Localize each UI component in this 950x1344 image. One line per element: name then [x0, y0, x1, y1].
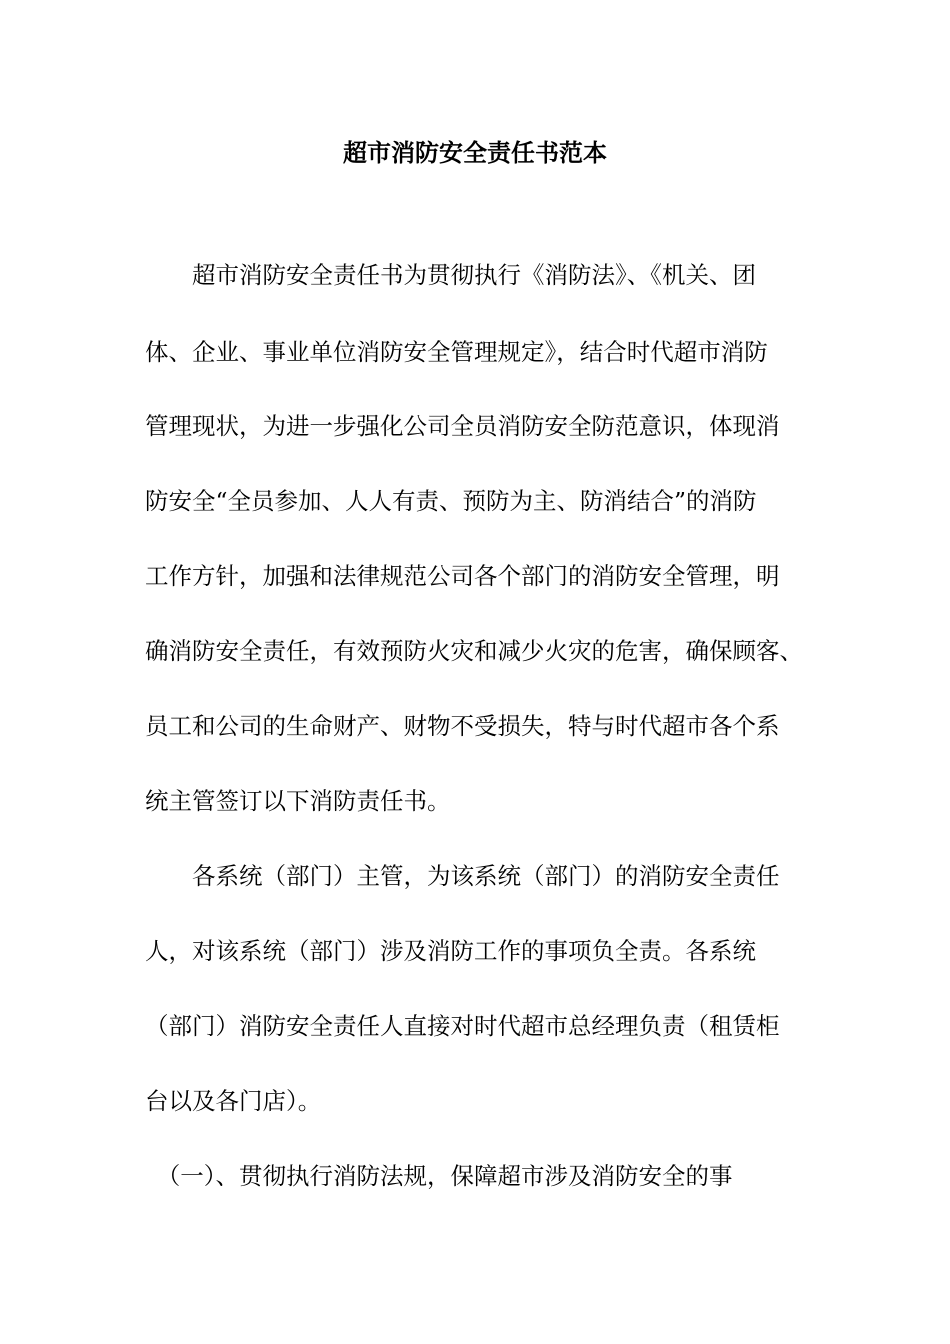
paragraph-line: 管理现状，为进一步强化公司全员消防安全防范意识，体现消: [145, 412, 780, 440]
paragraph-line: （部门）消防安全责任人直接对时代超市总经理负责（租赁柜: [145, 1012, 780, 1040]
paragraph-line: 体、企业、事业单位消防安全管理规定》，结合时代超市消防: [145, 338, 768, 366]
paragraph-line: 各系统（部门）主管，为该系统（部门）的消防安全责任: [145, 862, 780, 890]
paragraph-line: 工作方针，加强和法律规范公司各个部门的消防安全管理，明: [145, 562, 780, 590]
paragraph-line: 员工和公司的生命财产、财物不受损失，特与时代超市各个系: [145, 712, 780, 740]
paragraph-line: 台以及各门店）。: [145, 1087, 322, 1115]
paragraph-line: （一）、贯彻执行消防法规，保障超市涉及消防安全的事: [145, 1162, 733, 1190]
paragraph-line: 防安全“全员参加、人人有责、预防为主、防消结合”的消防: [145, 487, 757, 515]
paragraph-line: 统主管签订以下消防责任书。: [145, 787, 451, 815]
paragraph-line: 人，对该系统（部门）涉及消防工作的事项负全责。各系统: [145, 937, 756, 965]
paragraph-line: 超市消防安全责任书为贯彻执行《消防法》、《机关、团: [145, 261, 756, 289]
paragraph-line: 确消防安全责任，有效预防火灾和减少火灾的危害，确保顾客、: [145, 637, 803, 665]
document-title: 超市消防安全责任书范本: [343, 138, 607, 167]
